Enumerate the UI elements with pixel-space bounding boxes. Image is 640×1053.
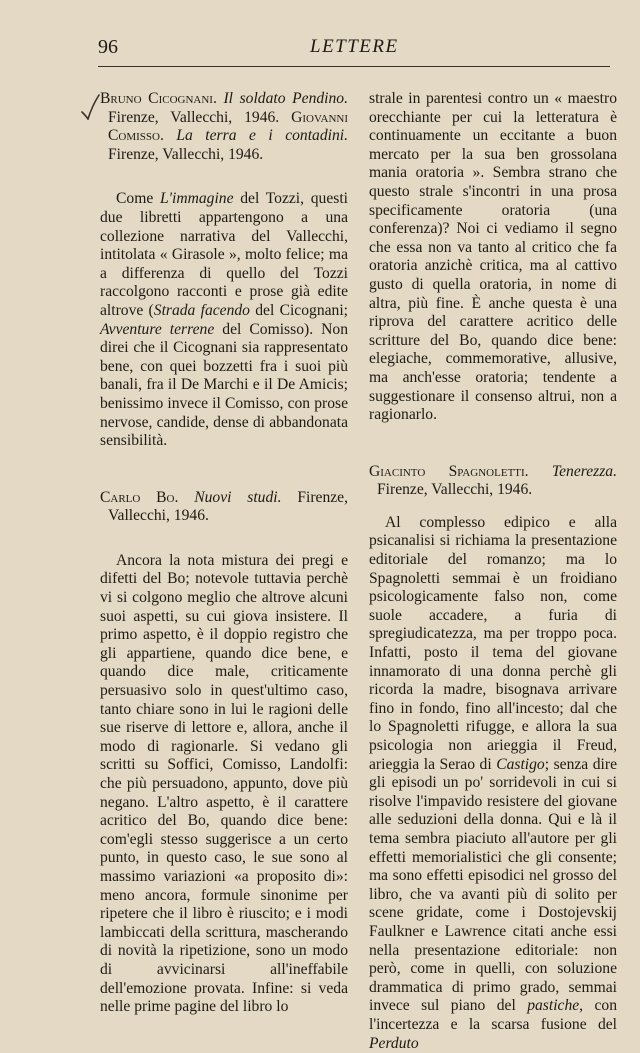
- publication-info: Firenze, Vallecchi, 1946.: [108, 145, 264, 163]
- review-text-bo-continued: strale in parentesi contro un « maestro orecchiante per cui la letteratura è continuamente un eccitante a buon mercato per la sua ben grossolana mania oratoria ». Sembra strano che questo strale s'incontri in una prosa specificamente oratoria (una conferenza)? Noi ci vediamo il segno che essa non va tanto al critico che fa oratoria anzichè critica, ma al cattivo gusto di quella oratoria, in nome di altra, più fine. È anche questa è una riprova del carattere acritico delle scritture del Bo, quando dice bene: elegiache, commemorative, allusive, ma anch'esse oratoria; tendente a suggestionare il consenso altrui, non a ragionarlo.: [369, 90, 617, 424]
- header-rule: [98, 66, 610, 67]
- book-title: Tenerezza.: [551, 462, 617, 480]
- publication-info: Firenze, Vallecchi, 1946.: [108, 108, 280, 126]
- review-text-cicognani-comisso: Come L'immagine del Tozzi, questi due libretti appartengono a una collezione narrativa del Vallecchi, intitolata « Girasole », molto felice; ma a differenza di quello del Tozzi raccolgono racconti e prose già edite altrove (Strada facendo del Cicognani; Avventure terrene del Comisso). Non direi che il Cicognani sia rappresentato bene, con quei bozzetti fra i suoi più banali, fra il De Marchi e il De Amicis; benissimo invece il Comisso, con prose nervose, candide, dense di abbandonata sensibilità.: [100, 190, 348, 450]
- publication-info: Firenze, Vallecchi, 1946.: [108, 488, 348, 525]
- entry-heading-cicognani-comisso: [100, 90, 348, 164]
- book-title: Il soldato Pendino.: [223, 90, 348, 107]
- right-column: [369, 90, 617, 1053]
- review-text-bo: Ancora la nota mistura dei pregi e difetti del Bo; notevole tuttavia perchè vi si colgono meglio che altrove alcuni suoi aspetti, su cui giova insistere. Il primo aspetto, è il doppio registro che gli appartiene, quando dice bene, e quando dice male, criticamente persuasivo solo in quest'ultimo caso, tanto chiare sono in lui le ragioni delle sue riserve di lettore e, allora, anche il modo di ragionarle. Si vedano gli scritti su Soffici, Comisso, Landolfi: che più persuadono, appunto, dove più negano. L'altro aspetto, è il carattere acritico del Bo, quando dice bene: com'egli stesso suggerisce a un certo punto, in questo caso, le sue sono al massimo variazioni «a proposito di»: meno ancora, formule sinonime per ripetere che il libro è riuscito; e i modi lambiccati della scrittura, mascherando di novità la ripetizione, sono un modo di avvicinarsi all'ineffabile dell'emozione provata. Infine: si veda nelle prime pagine del libro lo: [100, 551, 348, 1016]
- page-number: 96: [98, 36, 118, 58]
- entry-heading-spagnoletti: [369, 463, 617, 500]
- left-column: [100, 90, 348, 1017]
- entry-heading-bo: [100, 489, 348, 526]
- author-name: Giacinto Spagnoletti.: [369, 462, 529, 480]
- author-name: Giovanni Comisso.: [108, 108, 349, 145]
- pencil-check-mark: [80, 94, 100, 120]
- author-name: Carlo Bo.: [100, 488, 179, 506]
- book-title: La terra e i contadini.: [176, 127, 348, 145]
- author-name: Bruno Cicognani.: [100, 90, 217, 107]
- publication-info: Firenze, Vallecchi, 1946.: [377, 481, 533, 499]
- running-title: LETTERE: [310, 36, 399, 57]
- review-text-spagnoletti: Al complesso edipico e alla psicanalisi si richiama la presentazione editoriale del romanzo; ma lo Spagnoletti semmai è un froidiano psicologicamente falso non, come suole accadere, a furia di spregiudicatezza, ma per troppo poca. Infatti, posto il tema del giovane innamorato di una donna perchè gli ricorda la madre, bisognava arrivare fino in fondo, fino all'incesto; dal che lo Spagnoletti rifugge, e allora la sua psicologia non arieggia il Freud, arieggia la Serao di Castigo; senza dire gli episodi un po' sorridevoli in cui si risolve l'impavido resistere del giovane alle seduzioni della donna. Qui e là il tema sembra piaciuto all'autore per gli effetti memorialistici che gli consente; ma sono effetti episodici nel grosso del libro, che va avanti più di solito per scene gridate, come i Dostojevskij Faulkner e Lawrence citati anche essi nella presentazione editoriale: non però, come in quelli, con soluzione drammatica di primo grado, semmai invece sul piano del pastiche, con l'incertezza e la scarsa fusione del Perduto: [369, 513, 617, 1052]
- book-title: Nuovi studi.: [194, 488, 282, 506]
